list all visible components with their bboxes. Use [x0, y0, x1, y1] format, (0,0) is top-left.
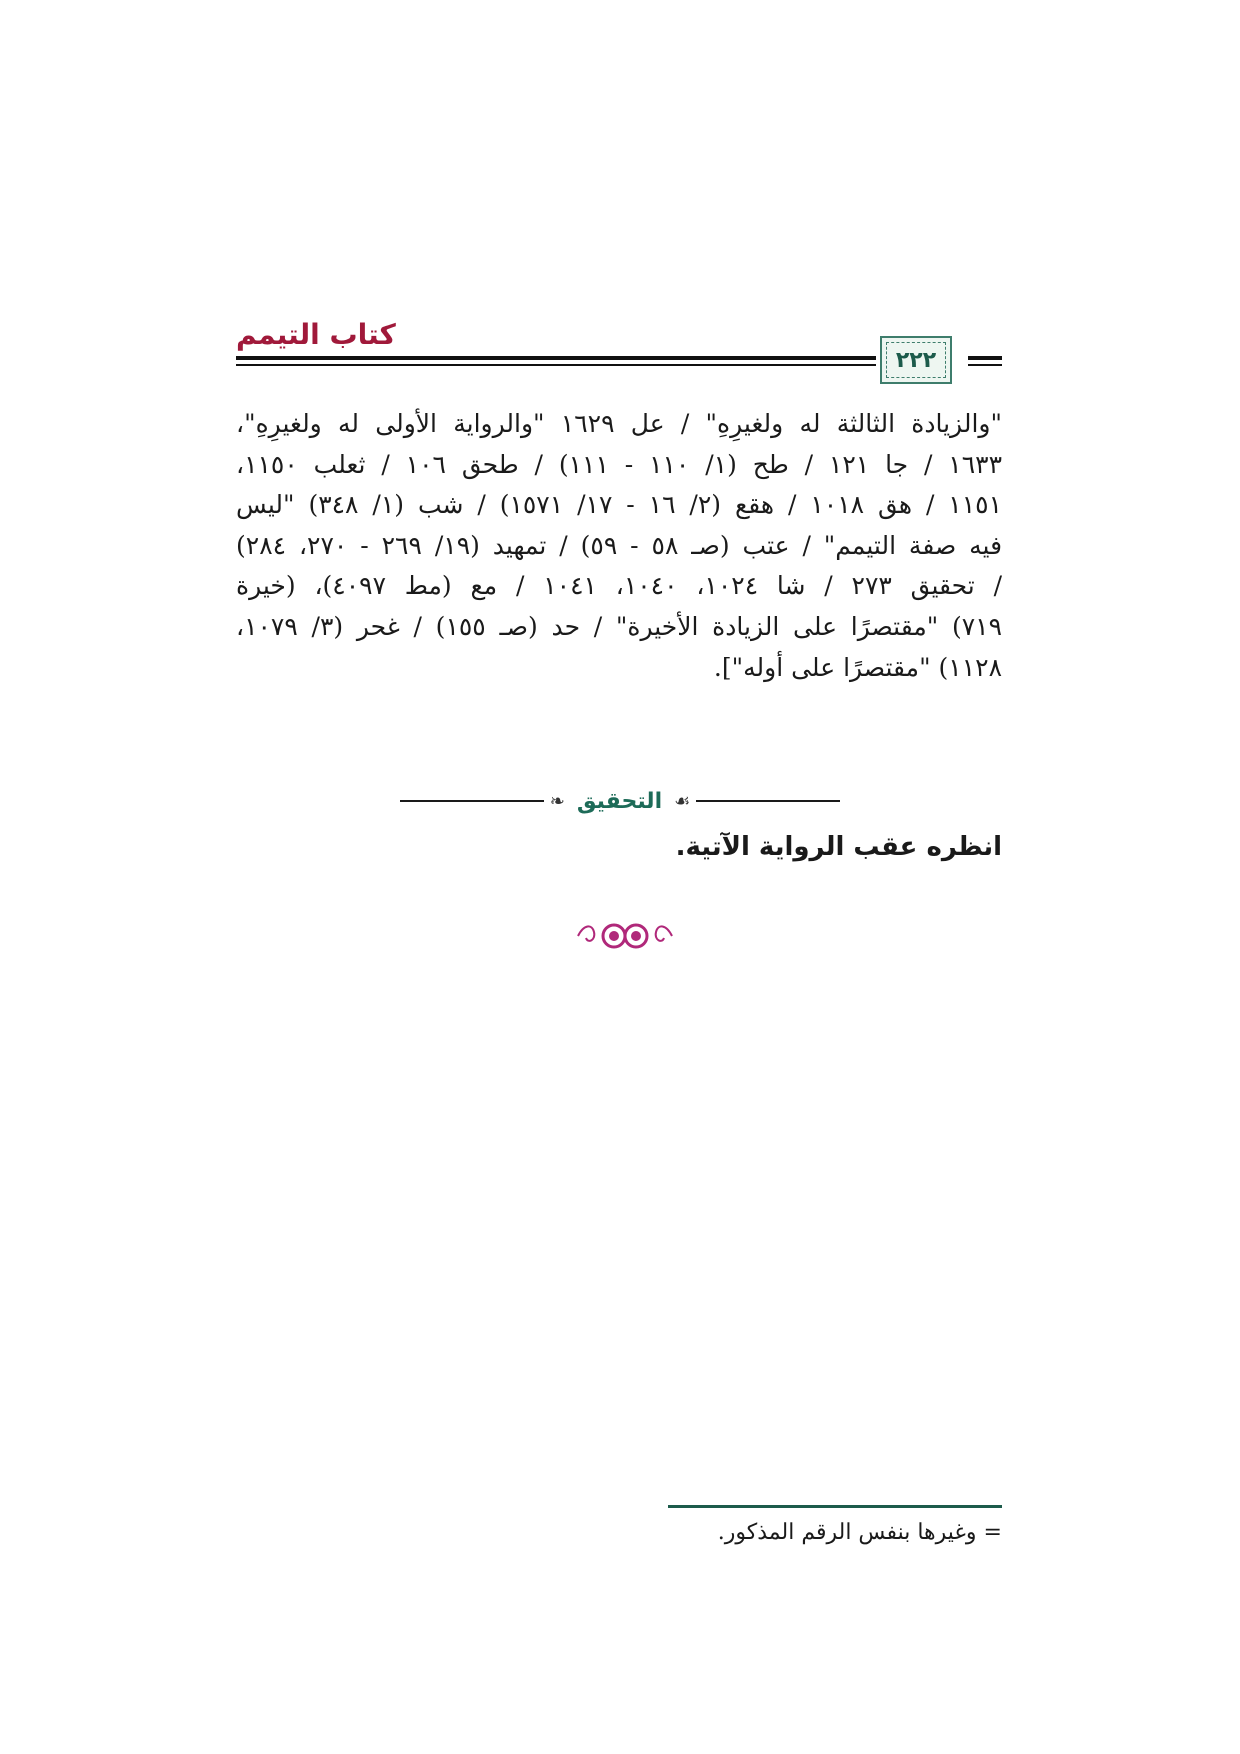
header-rule-right-thin — [968, 364, 1002, 366]
text-line: ١١٢٨) "مقتصرًا على أوله"]. — [713, 652, 1002, 682]
text-line: ١٦٣٣ / جا ١٢١ / طح (١/ ١١٠ - ١١١) / طحق ١٠٦ / ثعلب ١١٥٠، — [236, 449, 1003, 479]
text-line: ١١٥١ / هق ١٠١٨ / هقع (٢/ ١٦ - ١٧/ ١٥٧١) / شب (١/ ٣٤٨) "ليس — [236, 490, 1002, 520]
footnote-separator — [668, 1505, 1002, 1508]
text-line: فيه صفة التيمم" / عتب (صـ ٥٨ - ٥٩) / تمهيد (١٩/ ٢٦٩ - ٢٧٠، ٢٨٤) — [236, 530, 1003, 560]
page-number: ٢٢٢ — [895, 347, 937, 373]
main-text — [236, 404, 1002, 688]
header-rule-thin — [236, 364, 876, 366]
book-title: كتاب التيمم — [236, 318, 396, 351]
footnote: = وغيرها بنفس الرقم المذكور. — [717, 1520, 1002, 1545]
header-rule-right-thick — [968, 356, 1002, 360]
end-ornament-icon — [570, 916, 680, 956]
section-heading: التحقيق — [576, 788, 663, 814]
section-divider — [400, 786, 840, 816]
text-line: / تحقيق ٢٧٣ / شا ١٠٢٤، ١٠٤٠، ١٠٤١ / مع (مط ٤٠٩٧)، (خيرة — [236, 571, 1002, 601]
section-note: انظره عقب الرواية الآتية. — [675, 832, 1002, 862]
page-number-badge — [880, 336, 952, 384]
text-line: "والزيادة الثالثة له ولغيرِهِ" / عل ١٦٢٩ "والرواية الأولى له ولغيرِهِ"، — [236, 409, 1002, 438]
page-header — [0, 0, 1240, 400]
header-rule-thick — [236, 356, 876, 360]
text-line: ٧١٩) "مقتصرًا على الزيادة الأخيرة" / حد (صـ ١٥٥) / غحر (٣/ ١٠٧٩، — [236, 611, 1003, 641]
divider-line — [400, 800, 544, 802]
flourish-icon: ☙ — [674, 790, 691, 812]
divider-line — [696, 800, 840, 802]
flourish-icon: ❧ — [549, 790, 565, 812]
